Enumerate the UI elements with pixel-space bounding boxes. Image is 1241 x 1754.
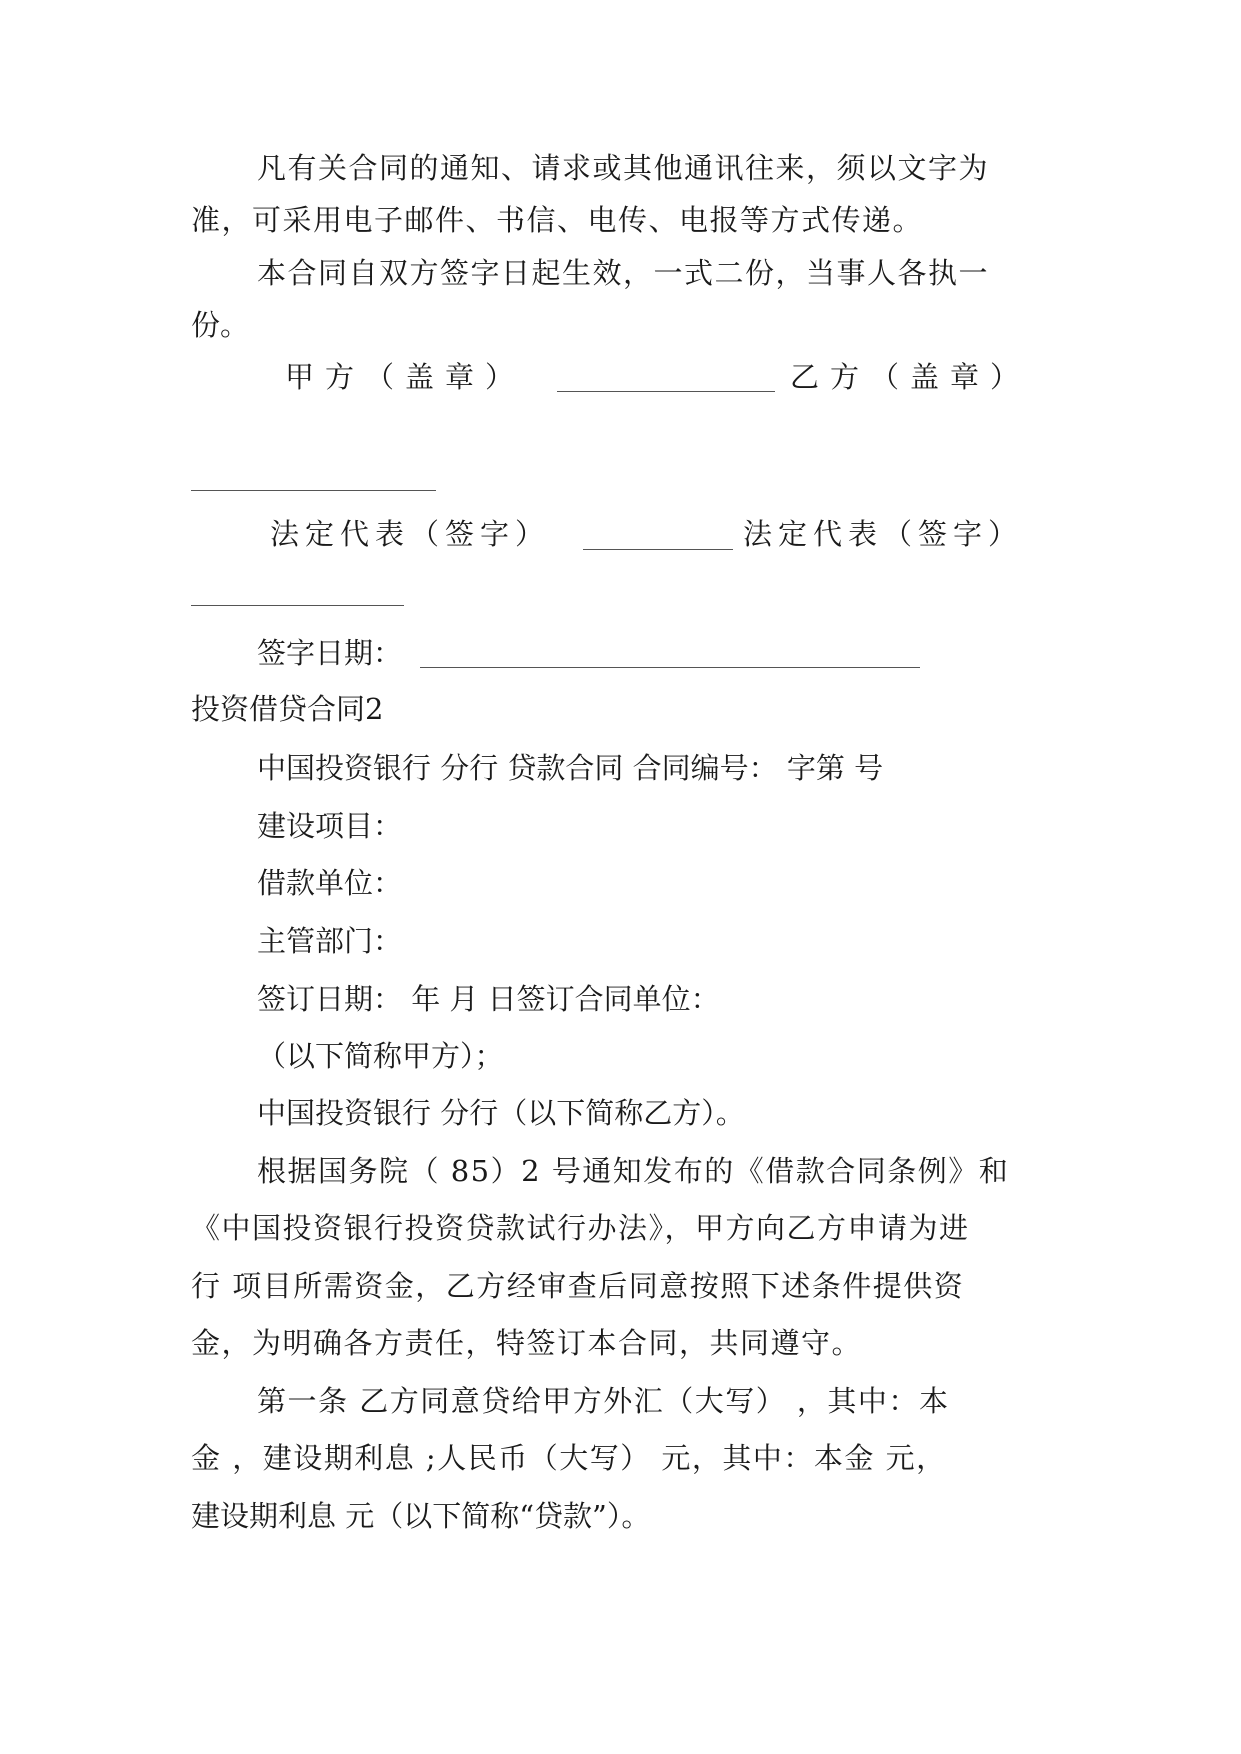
field-project: 建设项目： [257,809,403,843]
field-department: 主管部门： [257,924,403,958]
article-one-line1: 第一条 乙方同意贷给甲方外汇（大写） ，其中：本 [257,1384,950,1418]
signature-rep-b-blank [191,604,404,606]
field-sign-date: 签订日期： 年 月 日签订合同单位： [257,982,720,1016]
section-title: 投资借贷合同2 [191,692,384,726]
abbr-party-a: （以下简称甲方）； [257,1039,504,1073]
signature-rep-b-label: 法定代表（签字） [743,517,1024,551]
paragraph-basis-line1: 根据国务院（ 85）2 号通知发布的《借款合同条例》和 [257,1154,1010,1188]
paragraph-basis-line3: 行 项目所需资金，乙方经审查后同意按照下述条件提供资 [191,1269,965,1303]
paragraph-effective-line1: 本合同自双方签字日起生效，一式二份，当事人各执一 [257,256,990,290]
paragraph-notice-line2: 准，可采用电子邮件、书信、电传、电报等方式传递。 [191,203,924,237]
signature-party-b-label: 乙方（盖章） [790,360,1031,394]
sign-date-blank [420,666,920,668]
article-one-line3: 建设期利息 元（以下简称“贷款”）。 [191,1499,651,1533]
abbr-party-b: 中国投资银行 分行（以下简称乙方）。 [257,1096,745,1130]
article-one-line2: 金 ，建设期利息 ;人民币（大写） 元，其中：本金 元， [191,1441,947,1475]
signature-rep-a-blank [583,548,733,550]
paragraph-effective-line2: 份。 [191,308,250,342]
sign-date-label: 签字日期： [257,636,403,670]
signature-party-b-blank [191,489,436,491]
paragraph-basis-line4: 金，为明确各方责任，特签订本合同，共同遵守。 [191,1326,863,1360]
signature-rep-a-label: 法定代表（签字） [270,517,551,551]
field-borrower: 借款单位： [257,866,403,900]
signature-party-a-blank [557,390,775,392]
bank-contract-header: 中国投资银行 分行 贷款合同 合同编号： 字第 号 [257,751,884,785]
paragraph-basis-line2: 《中国投资银行投资贷款试行办法》，甲方向乙方申请为进 [191,1211,970,1245]
signature-party-a-label: 甲方（盖章） [285,360,526,394]
paragraph-notice-line1: 凡有关合同的通知、请求或其他通讯往来，须以文字为 [257,151,990,185]
